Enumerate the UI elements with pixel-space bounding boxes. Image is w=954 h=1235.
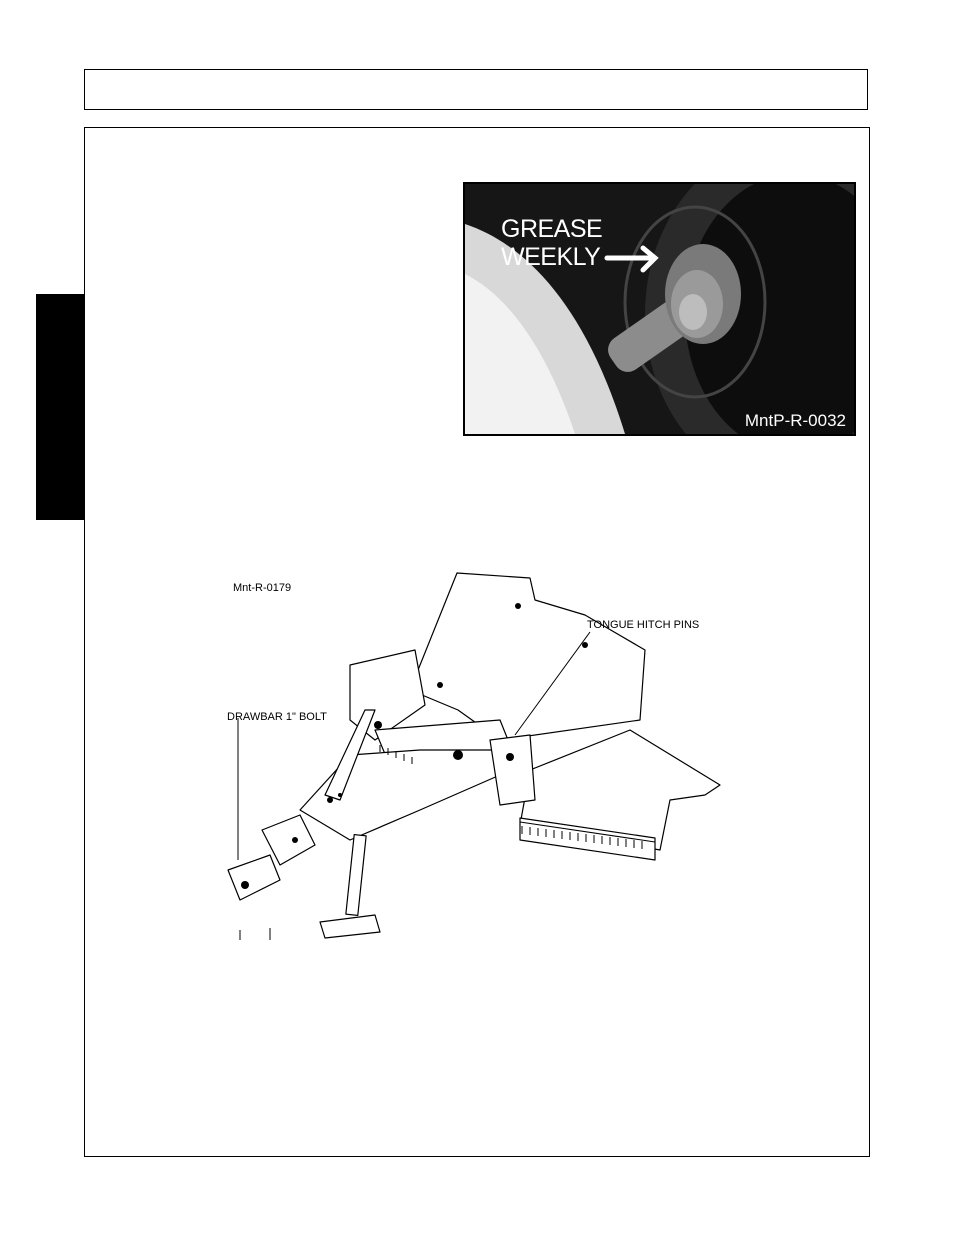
grease-photo [463, 182, 856, 436]
section-tab [36, 294, 84, 520]
mower-diagram [200, 560, 740, 950]
callout-tongue-hitch-pins: TONGUE HITCH PINS [587, 619, 700, 631]
photo-label-line2: WEEKLY [501, 243, 601, 271]
page-header-box [84, 69, 868, 110]
photo-reference: MntP-R-0032 [744, 411, 846, 430]
diagram-reference: Mnt-R-0179 [233, 582, 292, 594]
photo-label-line1: GREASE [501, 215, 603, 243]
callout-drawbar-bolt: DRAWBAR 1" BOLT [227, 711, 327, 723]
